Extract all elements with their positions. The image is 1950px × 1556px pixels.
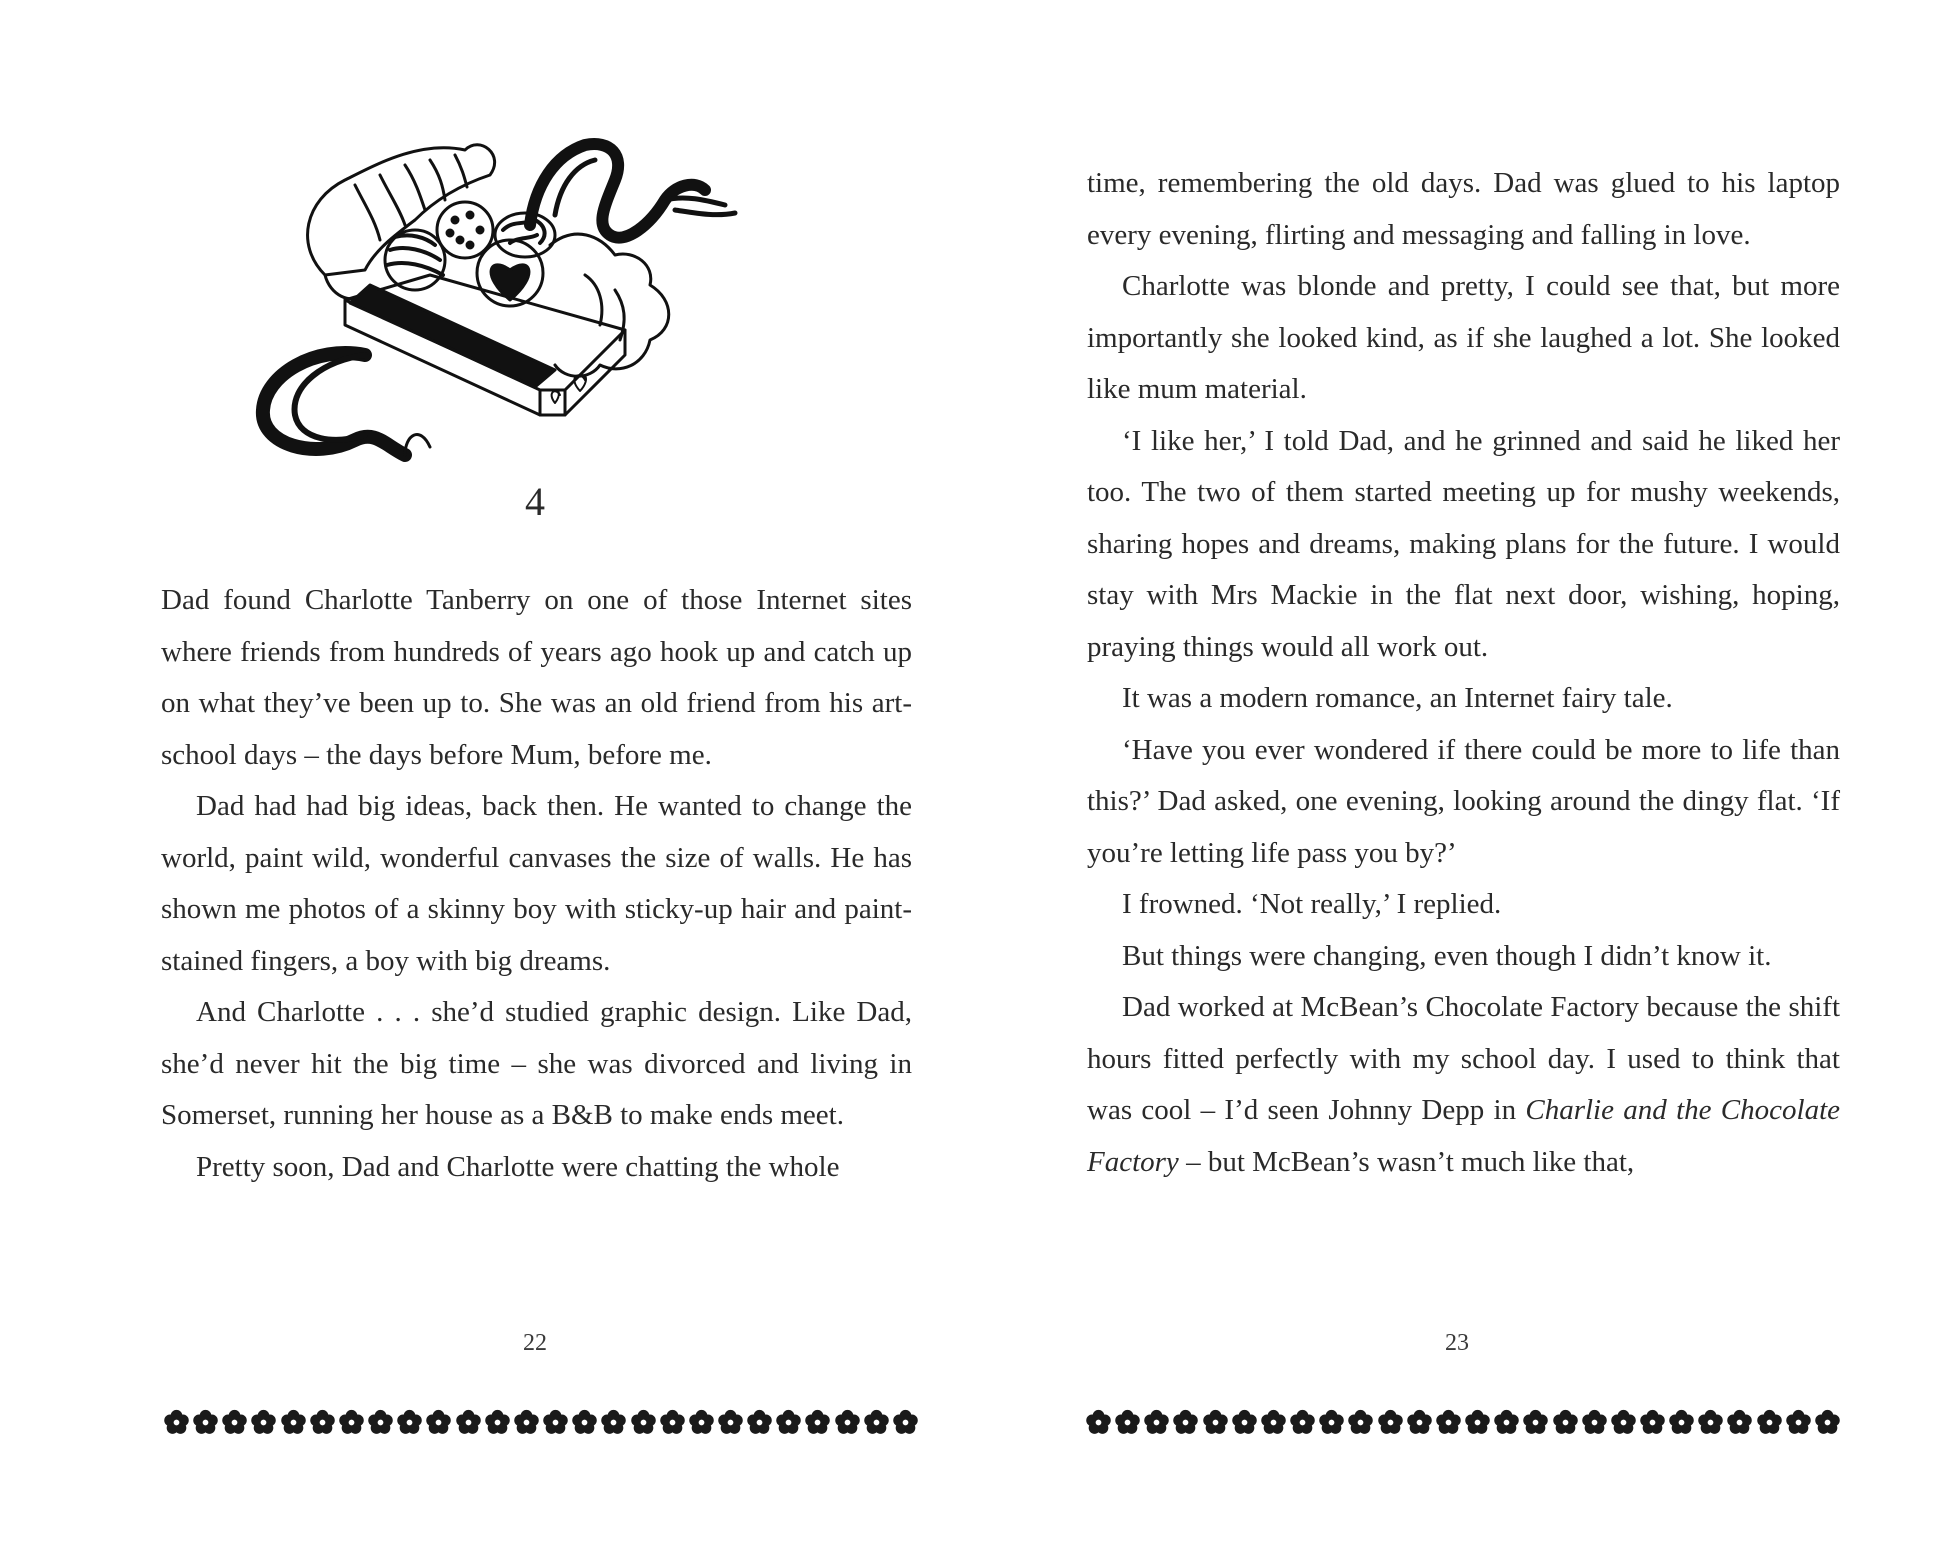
flower-icon bbox=[1668, 1409, 1695, 1436]
flower-icon bbox=[1522, 1409, 1549, 1436]
flower-icon bbox=[280, 1409, 307, 1436]
paragraph: And Charlotte . . . she’d studied graphic design. Like Dad, she’d never hit the big time – she was divorced and living in Somerset, running her house as a B&B to make ends meet. bbox=[161, 996, 912, 1131]
paragraph: Dad found Charlotte Tanberry on one of those Internet sites where friends from hundreds of years ago hook up and catch up on what they’ve been up to. She was an old friend from his art-school days – the days before Mum, before me. bbox=[161, 584, 912, 771]
paragraph: ‘I like her,’ I told Dad, and he grinned and said he liked her too. The two of them started meeting up for mushy weekends, sharing hopes and dreams, making plans for the future. I would stay with Mrs Mackie in the flat next door, wishing, hoping, praying things would all work out. bbox=[1087, 424, 1840, 663]
flower-icon bbox=[1435, 1409, 1462, 1436]
flower-icon bbox=[1581, 1409, 1608, 1436]
flower-icon bbox=[717, 1409, 744, 1436]
flower-icon bbox=[630, 1409, 657, 1436]
flower-icon bbox=[1785, 1409, 1812, 1436]
paragraph: Dad had had big ideas, back then. He wanted to change the world, paint wild, wonderful canvases the size of walls. He has shown me photos of a skinny boy with sticky-up hair and paint-stained fingers, a boy with big dreams. bbox=[161, 790, 912, 977]
flower-icon bbox=[1347, 1409, 1374, 1436]
flower-icon bbox=[659, 1409, 686, 1436]
flower-icon bbox=[1172, 1409, 1199, 1436]
paragraph-text: – but McBean’s wasn’t much like that, bbox=[1178, 1145, 1635, 1178]
flower-icon bbox=[250, 1409, 277, 1436]
flower-icon bbox=[221, 1409, 248, 1436]
flower-icon bbox=[513, 1409, 540, 1436]
flower-icon bbox=[1697, 1409, 1724, 1436]
flower-icon bbox=[1756, 1409, 1783, 1436]
flower-icon bbox=[863, 1409, 890, 1436]
flower-icon bbox=[338, 1409, 365, 1436]
left-page-body-text bbox=[161, 575, 912, 1193]
paragraph: Charlotte was blonde and pretty, I could see that, but more importantly she looked kind, as if she laughed a lot. She looked like mum material. bbox=[1087, 270, 1840, 405]
flower-icon bbox=[1726, 1409, 1753, 1436]
right-page bbox=[975, 0, 1950, 1556]
flower-icon bbox=[1260, 1409, 1287, 1436]
paragraph: ‘Have you ever wondered if there could be more to life than this?’ Dad asked, one evening, looking around the dingy flat. ‘If you’re letting life pass you by?’ bbox=[1087, 733, 1840, 869]
paragraph: I frowned. ‘Not really,’ I replied. bbox=[1122, 888, 1502, 920]
flower-icon bbox=[367, 1409, 394, 1436]
flower-icon bbox=[455, 1409, 482, 1436]
paragraph-with-title bbox=[1087, 982, 1840, 1188]
flower-icon bbox=[1231, 1409, 1258, 1436]
flower-icon bbox=[804, 1409, 831, 1436]
flower-icon bbox=[1377, 1409, 1404, 1436]
flower-icon bbox=[600, 1409, 627, 1436]
flower-icon bbox=[1814, 1409, 1841, 1436]
flower-icon bbox=[1318, 1409, 1345, 1436]
paragraph: But things were changing, even though I didn’t know it. bbox=[1122, 939, 1772, 972]
flower-icon bbox=[688, 1409, 715, 1436]
flower-icon bbox=[396, 1409, 423, 1436]
flower-icon bbox=[1552, 1409, 1579, 1436]
flower-icon bbox=[1085, 1409, 1112, 1436]
flower-icon bbox=[1289, 1409, 1316, 1436]
flower-icon bbox=[1143, 1409, 1170, 1436]
flower-icon bbox=[1202, 1409, 1229, 1436]
flower-border bbox=[163, 1404, 919, 1440]
flower-icon bbox=[425, 1409, 452, 1436]
page-number: 22 bbox=[523, 1330, 547, 1356]
right-page-body-text bbox=[1087, 158, 1840, 1188]
flower-icon bbox=[834, 1409, 861, 1436]
flower-icon bbox=[892, 1409, 919, 1436]
paragraph: It was a modern romance, an Internet fairy tale. bbox=[1122, 682, 1673, 714]
paragraph: time, remembering the old days. Dad was glued to his laptop every evening, flirting and messaging and falling in love. bbox=[1087, 167, 1840, 251]
flower-icon bbox=[1114, 1409, 1141, 1436]
flower-icon bbox=[1406, 1409, 1433, 1436]
book-title: Charlie and the Chocolate Factory bbox=[1087, 1094, 1840, 1178]
flower-icon bbox=[163, 1409, 190, 1436]
flower-icon bbox=[192, 1409, 219, 1436]
flower-icon bbox=[746, 1409, 773, 1436]
flower-icon bbox=[1464, 1409, 1491, 1436]
flower-icon bbox=[571, 1409, 598, 1436]
chapter-number: 4 bbox=[525, 479, 545, 524]
paragraph-text: Dad worked at McBean’s Chocolate Factory because the shift hours fitted perfectly with my school day. I used to think that was cool – I’d seen Johnny Depp in bbox=[1087, 991, 1840, 1126]
page-number: 23 bbox=[1445, 1330, 1469, 1356]
flower-icon bbox=[1639, 1409, 1666, 1436]
flower-border bbox=[1085, 1404, 1841, 1440]
flower-icon bbox=[542, 1409, 569, 1436]
flower-icon bbox=[775, 1409, 802, 1436]
flower-icon bbox=[1493, 1409, 1520, 1436]
chocolate-box-illustration bbox=[255, 125, 815, 470]
flower-icon bbox=[484, 1409, 511, 1436]
paragraph: Pretty soon, Dad and Charlotte were chatting the whole bbox=[196, 1150, 840, 1183]
flower-icon bbox=[309, 1409, 336, 1436]
flower-icon bbox=[1610, 1409, 1637, 1436]
